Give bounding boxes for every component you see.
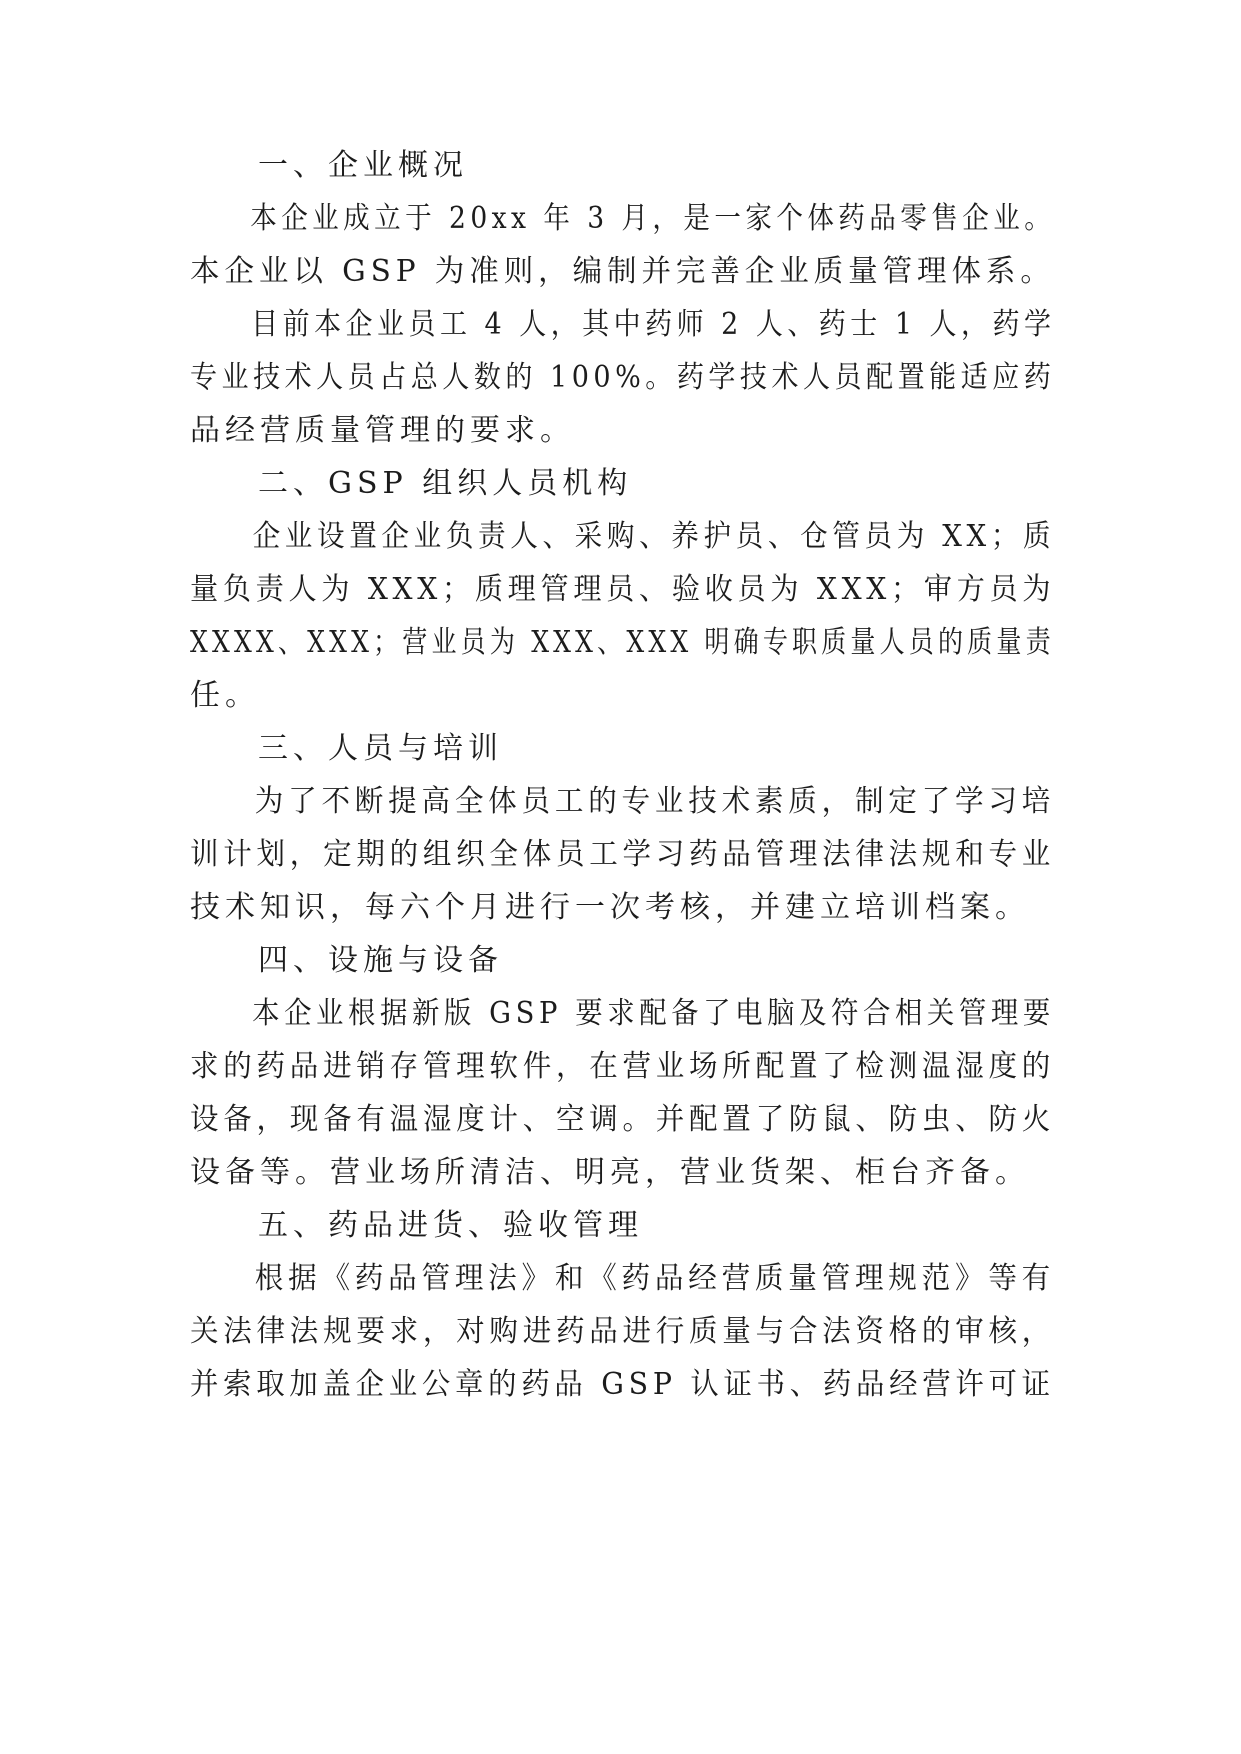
paragraph-line: 训计划，定期的组织全体员工学习药品管理法律法规和专业 — [190, 837, 1055, 872]
paragraph-line: 为了不断提高全体员工的专业技术素质，制定了学习培 — [254, 784, 1055, 819]
paragraph-line: 本企业以 GSP 为准则，编制并完善企业质量管理体系。 — [190, 254, 1055, 289]
paragraph-line: XXXX、XXX；营业员为 XXX、XXX 明确专职质量人员的质量责 — [190, 625, 1055, 660]
heading-section-5: 五、药品进货、验收管理 — [258, 1208, 643, 1243]
paragraph-line: 设备，现备有温湿度计、空调。并配置了防鼠、防虫、防火 — [190, 1102, 1055, 1137]
paragraph-line: 并索取加盖企业公章的药品 GSP 认证书、药品经营许可证 — [190, 1367, 1055, 1402]
paragraph-line: 企业设置企业负责人、采购、养护员、仓管员为 XX；质 — [252, 519, 1056, 554]
paragraph-line: 求的药品进销存管理软件，在营业场所配置了检测温湿度的 — [190, 1049, 1055, 1084]
paragraph-line: 技术知识，每六个月进行一次考核，并建立培训档案。 — [190, 890, 1030, 925]
heading-section-4: 四、设施与设备 — [258, 943, 503, 978]
paragraph-line: 本企业成立于 20xx 年 3 月，是一家个体药品零售企业。 — [250, 201, 1056, 236]
paragraph-line: 根据《药品管理法》和《药品经营质量管理规范》等有 — [254, 1261, 1055, 1296]
paragraph-line: 量负责人为 XXX；质理管理员、验收员为 XXX；审方员为 — [190, 572, 1056, 607]
heading-section-1: 一、企业概况 — [258, 148, 468, 183]
paragraph-line: 目前本企业员工 4 人，其中药师 2 人、药士 1 人，药学 — [251, 307, 1056, 342]
paragraph-line: 专业技术人员占总人数的 100%。药学技术人员配置能适应药 — [190, 360, 1056, 395]
paragraph-line: 任。 — [190, 678, 260, 713]
paragraph-line: 设备等。营业场所清洁、明亮，营业货架、柜台齐备。 — [190, 1155, 1030, 1190]
paragraph-line: 品经营质量管理的要求。 — [190, 413, 575, 448]
heading-section-3: 三、人员与培训 — [258, 731, 503, 766]
paragraph-line: 本企业根据新版 GSP 要求配备了电脑及符合相关管理要 — [252, 996, 1055, 1031]
paragraph-line: 关法律法规要求，对购进药品进行质量与合法资格的审核， — [190, 1314, 1055, 1349]
heading-section-2: 二、GSP 组织人员机构 — [258, 466, 633, 501]
